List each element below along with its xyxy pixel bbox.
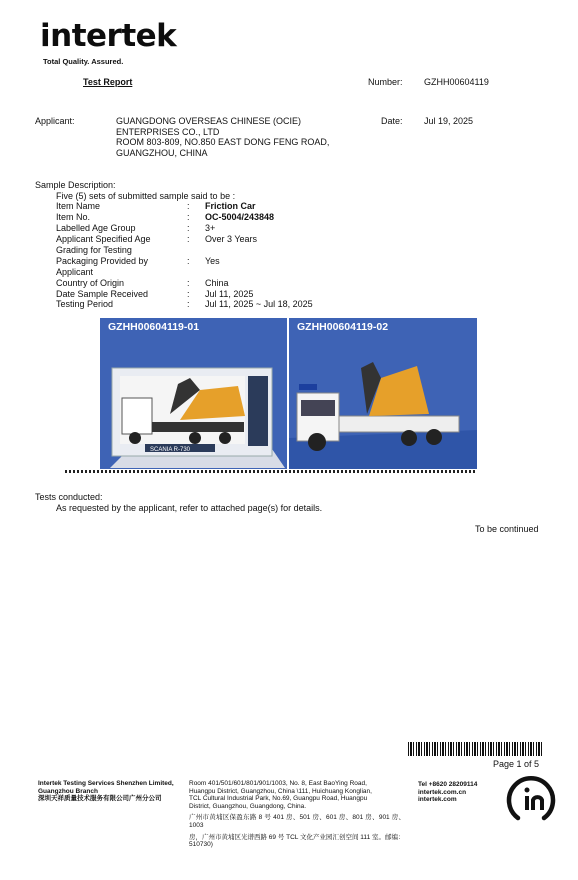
address-line: 广州市黄埔区保盈东路 8 号 401 房、501 房、601 房、801 房、901 房、1003: [189, 814, 405, 829]
company-line: Intertek Testing Services Shenzhen Limited,: [38, 780, 174, 787]
logo-tagline: Total Quality. Assured.: [43, 57, 124, 66]
field-label: Packaging Provided by: [56, 256, 149, 266]
field-label-cont: Applicant: [56, 266, 94, 277]
field-colon: :: [187, 201, 190, 211]
address-line: TCL Cultural Industrial Park, No.69, Guangpu Road, Huangpu: [189, 795, 368, 803]
truck-image: [289, 318, 477, 469]
field-value: Jul 11, 2025 ~ Jul 18, 2025: [205, 299, 313, 309]
field-value: China: [205, 278, 229, 288]
report-title: Test Report: [83, 77, 133, 87]
photo-id-label: GZHH00604119-01: [108, 321, 200, 333]
contact-line: Tel +8620 28209114: [418, 781, 478, 788]
field-label: Labelled Age Group: [56, 223, 136, 233]
sample-intro: Five (5) sets of submitted sample said to be :: [56, 191, 236, 201]
date-label: Date:: [381, 116, 403, 126]
contact-line: intertek.com: [418, 796, 457, 804]
field-colon: :: [187, 289, 190, 299]
applicant-line: ROOM 803-809, NO.850 EAST DONG FENG ROAD,: [116, 137, 330, 147]
field-label: Testing Period: [56, 299, 114, 309]
boxed-truck-image: [100, 318, 287, 469]
field-value: Over 3 Years: [205, 234, 258, 244]
footer-contact: [418, 781, 498, 804]
field-colon: :: [187, 234, 190, 244]
field-value: OC-5004/243848: [205, 212, 275, 222]
tests-heading: Tests conducted:: [35, 492, 103, 502]
address-line: Room 401/501/601/801/901/1003, No. 8, East BaoYing Road,: [189, 780, 367, 787]
footer-address: [189, 780, 405, 849]
box-text: SCANIA R-730: [150, 447, 191, 453]
address-line: District, Guangzhou, Guangdong, China.: [189, 802, 307, 810]
intertek-circle-logo-icon: [504, 773, 556, 825]
field-colon: :: [187, 223, 190, 233]
field-value: Jul 11, 2025: [205, 289, 254, 299]
date-value: Jul 19, 2025: [424, 116, 474, 126]
address-line: 510730): [189, 841, 213, 849]
field-colon: :: [187, 212, 190, 222]
field-label: Item Name: [56, 201, 101, 211]
sample-heading: Sample Description:: [35, 180, 116, 190]
to-be-continued: To be continued: [475, 524, 539, 534]
footer-company: [38, 780, 186, 803]
field-label: Applicant Specified Age: [56, 234, 151, 244]
address-line: 房，广州市黄埔区光谱西路 69 号 TCL 文化产业园汇创空间 111 室。邮编：: [189, 833, 405, 841]
sample-photo-1: [100, 318, 287, 469]
number-value: GZHH00604119: [424, 77, 489, 87]
field-value: Friction Car: [205, 201, 256, 211]
company-line: 深圳天祥质量技术服务有限公司广州分公司: [38, 795, 162, 803]
applicant-line: GUANGDONG OVERSEAS CHINESE (OCIE): [116, 116, 302, 126]
sample-photo-2: [289, 318, 477, 469]
contact-line: intertek.com.cn: [418, 788, 467, 796]
applicant-line: GUANGZHOU, CHINA: [116, 147, 208, 158]
address-line: Huangpu District, Guangzhou, China \111, Huichuang Konglian,: [189, 787, 372, 795]
field-label-cont: Grading for Testing: [56, 244, 132, 255]
number-label: Number:: [368, 77, 403, 87]
field-value: Yes: [205, 256, 220, 266]
applicant-address: [116, 116, 329, 158]
dotted-separator: [65, 470, 475, 473]
field-colon: :: [187, 299, 190, 309]
tests-text: As requested by the applicant, refer to attached page(s) for details.: [56, 503, 323, 513]
field-colon: :: [187, 256, 190, 266]
field-label: Country of Origin: [56, 278, 125, 288]
field-label: Date Sample Received: [56, 289, 149, 299]
photo-id-label: GZHH00604119-02: [297, 321, 389, 333]
field-label: Item No.: [56, 212, 91, 222]
page-number: Page 1 of 5: [493, 759, 540, 769]
intertek-logo: intertek: [40, 18, 177, 54]
barcode-image: [408, 742, 542, 756]
applicant-label: Applicant:: [35, 116, 75, 126]
applicant-line: ENTERPRISES CO., LTD: [116, 126, 220, 137]
field-value: 3+: [205, 223, 216, 233]
field-colon: :: [187, 278, 190, 288]
company-line: Guangzhou Branch: [38, 787, 98, 795]
